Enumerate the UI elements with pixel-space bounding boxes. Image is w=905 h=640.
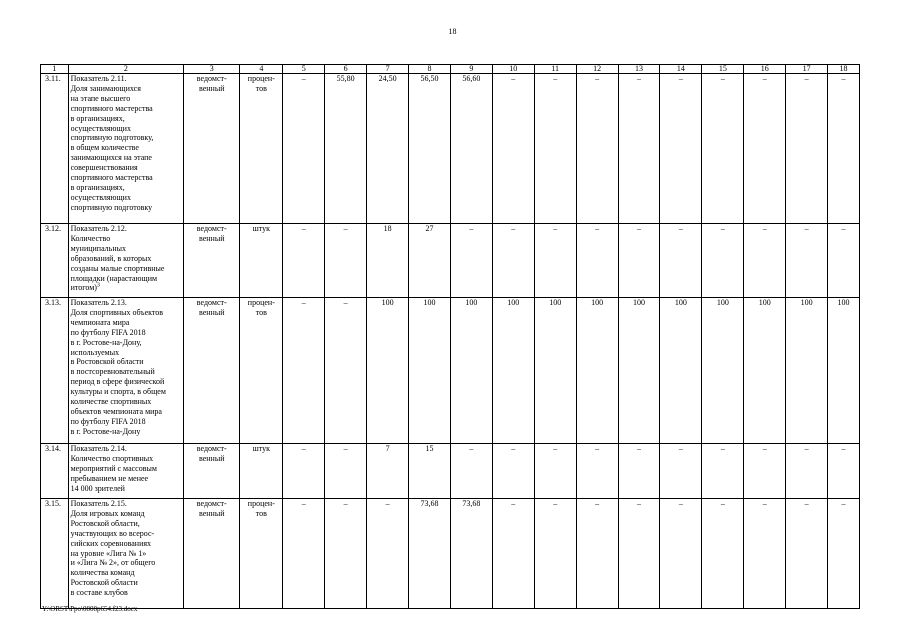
column-header: 15 xyxy=(702,65,744,74)
value-cell: – xyxy=(744,499,786,609)
row-number: 3.13. xyxy=(41,298,69,444)
unit: штук xyxy=(240,444,283,499)
column-header: 9 xyxy=(450,65,492,74)
value-cell: 55,80 xyxy=(325,74,367,224)
table-row xyxy=(41,499,860,609)
value-cell: – xyxy=(702,499,744,609)
value-cell: – xyxy=(660,74,702,224)
column-header: 10 xyxy=(492,65,534,74)
value-cell: 27 xyxy=(409,224,451,298)
value-cell: – xyxy=(283,224,325,298)
value-cell: – xyxy=(492,224,534,298)
column-header: 7 xyxy=(367,65,409,74)
value-cell: – xyxy=(660,499,702,609)
value-cell: – xyxy=(660,224,702,298)
value-cell: – xyxy=(744,74,786,224)
file-path-footer: Y:\ORST\Ppo\0808p654.f23.docx xyxy=(42,605,138,613)
value-cell: – xyxy=(534,499,576,609)
unit: процен- тов xyxy=(240,74,283,224)
table-row xyxy=(41,74,860,224)
data-source: ведомст- венный xyxy=(184,74,240,224)
indicators-table xyxy=(40,64,860,609)
value-cell: – xyxy=(576,74,618,224)
value-cell: – xyxy=(828,499,860,609)
value-cell: – xyxy=(283,74,325,224)
value-cell: – xyxy=(576,444,618,499)
value-cell: – xyxy=(450,224,492,298)
value-cell: – xyxy=(576,224,618,298)
value-cell: 100 xyxy=(744,298,786,444)
table-row xyxy=(41,444,860,499)
value-cell: 100 xyxy=(367,298,409,444)
value-cell: – xyxy=(618,224,660,298)
value-cell: – xyxy=(367,499,409,609)
column-header: 16 xyxy=(744,65,786,74)
value-cell: – xyxy=(660,444,702,499)
value-cell: – xyxy=(702,74,744,224)
unit: процен- тов xyxy=(240,298,283,444)
value-cell: – xyxy=(325,298,367,444)
value-cell: – xyxy=(618,74,660,224)
value-cell: – xyxy=(492,74,534,224)
footnote-mark: 3 xyxy=(96,282,100,289)
column-header: 8 xyxy=(409,65,451,74)
indicator-name xyxy=(68,74,184,224)
value-cell: – xyxy=(325,224,367,298)
data-source: ведомст- венный xyxy=(184,224,240,298)
value-cell: 100 xyxy=(702,298,744,444)
column-header: 13 xyxy=(618,65,660,74)
value-cell: 100 xyxy=(828,298,860,444)
value-cell: 100 xyxy=(660,298,702,444)
column-header: 4 xyxy=(240,65,283,74)
value-cell: – xyxy=(325,444,367,499)
value-cell: – xyxy=(325,499,367,609)
value-cell: – xyxy=(702,224,744,298)
value-cell: 100 xyxy=(409,298,451,444)
value-cell: 18 xyxy=(367,224,409,298)
value-cell: 7 xyxy=(367,444,409,499)
data-source: ведомст- венный xyxy=(184,298,240,444)
value-cell: 100 xyxy=(576,298,618,444)
indicator-name-text: Показатель 2.12. Количество муниципальных образований, в которых созданы малые спортивные площадки (нарастающим итогом) xyxy=(70,224,165,293)
column-header: 11 xyxy=(534,65,576,74)
column-header: 12 xyxy=(576,65,618,74)
value-cell: – xyxy=(786,499,828,609)
value-cell: – xyxy=(828,74,860,224)
value-cell: 15 xyxy=(409,444,451,499)
value-cell: – xyxy=(534,74,576,224)
column-header: 1 xyxy=(41,65,69,74)
column-header: 18 xyxy=(828,65,860,74)
row-number: 3.11. xyxy=(41,74,69,224)
value-cell: – xyxy=(450,444,492,499)
value-cell: 73,68 xyxy=(450,499,492,609)
value-cell: 73,68 xyxy=(409,499,451,609)
value-cell: – xyxy=(283,444,325,499)
row-number: 3.12. xyxy=(41,224,69,298)
value-cell: – xyxy=(786,444,828,499)
value-cell: – xyxy=(492,444,534,499)
value-cell: – xyxy=(492,499,534,609)
value-cell: – xyxy=(534,444,576,499)
value-cell: – xyxy=(534,224,576,298)
value-cell: – xyxy=(786,74,828,224)
indicator-name-text: Показатель 2.15. Доля игровых команд Ростовской области, участвующих во всерос- сийских соревнованиях на уровне «Лига № 1» и «Лига № 2», от общего количества команд Ростовской области в составе клубов xyxy=(70,499,156,598)
value-cell: – xyxy=(576,499,618,609)
indicator-name xyxy=(68,444,184,499)
indicator-name-text: Показатель 2.14. Количество спортивных мероприятий с массовым пребыванием не менее 14 000 зрителей xyxy=(70,444,157,493)
column-header: 2 xyxy=(68,65,184,74)
value-cell: 100 xyxy=(534,298,576,444)
indicator-name-text: Показатель 2.11. Доля занимающихся на этапе высшего спортивного мастерства в организациях, осуществляющих спортивную подготовку, в общем количестве занимающихся на этапе совершенствования спортивного мастерства в организациях, осуществляющих спортивную подготовку xyxy=(70,74,154,212)
unit: процен- тов xyxy=(240,499,283,609)
value-cell: 100 xyxy=(618,298,660,444)
page-number: 18 xyxy=(448,27,457,36)
value-cell: – xyxy=(786,224,828,298)
value-cell: – xyxy=(828,444,860,499)
column-header: 3 xyxy=(184,65,240,74)
row-number: 3.14. xyxy=(41,444,69,499)
unit: штук xyxy=(240,224,283,298)
column-header: 6 xyxy=(325,65,367,74)
value-cell: – xyxy=(618,444,660,499)
value-cell: 100 xyxy=(786,298,828,444)
value-cell: 56,60 xyxy=(450,74,492,224)
indicator-name xyxy=(68,224,184,298)
value-cell: – xyxy=(702,444,744,499)
data-source: ведомст- венный xyxy=(184,499,240,609)
indicator-name xyxy=(68,298,184,444)
data-source: ведомст- венный xyxy=(184,444,240,499)
value-cell: – xyxy=(744,224,786,298)
column-header: 14 xyxy=(660,65,702,74)
column-header: 5 xyxy=(283,65,325,74)
value-cell: – xyxy=(618,499,660,609)
value-cell: – xyxy=(744,444,786,499)
header-row xyxy=(41,65,860,74)
column-header: 17 xyxy=(786,65,828,74)
table-row xyxy=(41,224,860,298)
value-cell: – xyxy=(283,499,325,609)
indicator-name xyxy=(68,499,184,609)
indicator-name-text: Показатель 2.13. Доля спортивных объектов чемпионата мира по футболу FIFA 2018 в г. Ростове-на-Дону, используемых в Ростовской области в постсоревновательный период в сфере физической культуры и спорта, в общем количестве спортивных объектов чемпионата мира по футболу FIFA 2018 в г. Ростове-на-Дону xyxy=(70,298,166,436)
value-cell: – xyxy=(283,298,325,444)
row-number: 3.15. xyxy=(41,499,69,609)
value-cell: 100 xyxy=(492,298,534,444)
value-cell: – xyxy=(828,224,860,298)
value-cell: 24,50 xyxy=(367,74,409,224)
table-row xyxy=(41,298,860,444)
value-cell: 100 xyxy=(450,298,492,444)
value-cell: 56,50 xyxy=(409,74,451,224)
